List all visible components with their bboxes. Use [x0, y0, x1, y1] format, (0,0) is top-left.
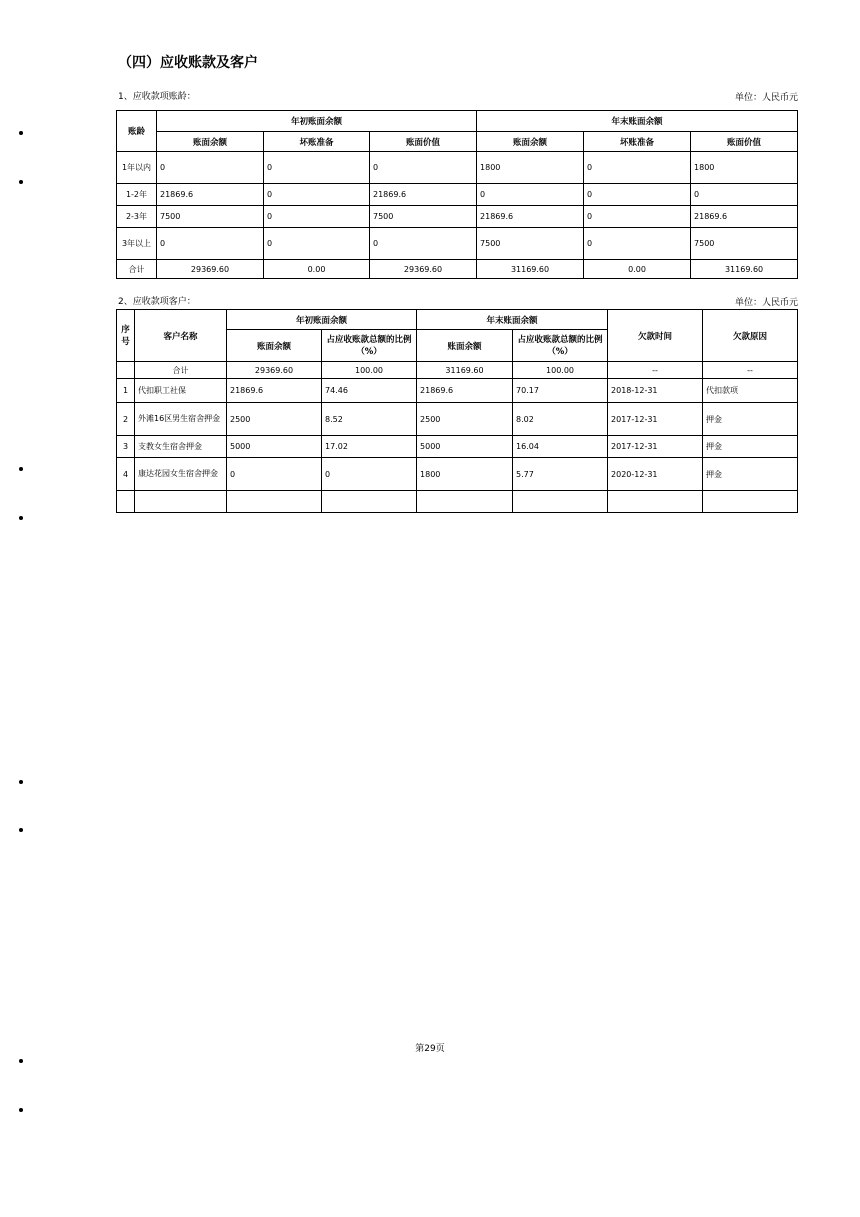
- arrears-time: 2018-12-31: [608, 379, 703, 403]
- arrears-reason: 押金: [703, 436, 798, 458]
- margin-dot: [19, 467, 23, 471]
- customer-name: 代扣职工社保: [135, 379, 227, 403]
- total-end-book-value: 31169.60: [691, 260, 798, 279]
- table-row: [117, 228, 798, 260]
- table-row: [117, 206, 798, 228]
- book-balance-header: 账面余额: [477, 132, 584, 152]
- begin-book-balance: 21869.6: [157, 184, 264, 206]
- end-ratio: 70.17: [513, 379, 608, 403]
- table-row: [117, 184, 798, 206]
- customer-name: 康达花园女生宿舍押金: [135, 458, 227, 491]
- aging-label: 3年以上: [117, 228, 157, 260]
- total-end-book-balance: 31169.60: [477, 260, 584, 279]
- end-book-balance: 2500: [417, 403, 513, 436]
- margin-dot: [19, 180, 23, 184]
- end-balance-group-header: 年末账面余额: [477, 111, 798, 132]
- end-book-balance: 1800: [477, 152, 584, 184]
- total-arrears-time: --: [608, 362, 703, 379]
- arrears-time-header: 欠款时间: [608, 310, 703, 362]
- total-begin-ratio: 100.00: [322, 362, 417, 379]
- begin-book-value: 21869.6: [370, 184, 477, 206]
- begin-book-balance: 0: [227, 458, 322, 491]
- end-book-balance: 5000: [417, 436, 513, 458]
- end-ratio: 8.02: [513, 403, 608, 436]
- margin-dot: [19, 1108, 23, 1112]
- begin-book-balance: 2500: [227, 403, 322, 436]
- total-begin-book-value: 29369.60: [370, 260, 477, 279]
- end-book-value: 0: [691, 184, 798, 206]
- total-end-bad-debt: 0.00: [584, 260, 691, 279]
- customers-subtitle: 2、应收款项客户：: [118, 297, 196, 307]
- total-begin-book-balance: 29369.60: [157, 260, 264, 279]
- begin-book-value: 7500: [370, 206, 477, 228]
- book-value-header: 账面价值: [691, 132, 798, 152]
- begin-book-value: 0: [370, 228, 477, 260]
- begin-balance-group-header: 年初账面余额: [227, 310, 417, 330]
- table-row: [117, 436, 798, 458]
- arrears-time: 2017-12-31: [608, 403, 703, 436]
- arrears-reason: 押金: [703, 403, 798, 436]
- begin-ratio: 74.46: [322, 379, 417, 403]
- arrears-reason: 代扣款项: [703, 379, 798, 403]
- total-begin-bad-debt: 0.00: [264, 260, 370, 279]
- total-arrears-reason: --: [703, 362, 798, 379]
- seq-header: 序号: [117, 310, 135, 362]
- end-book-value: 21869.6: [691, 206, 798, 228]
- begin-ratio: 8.52: [322, 403, 417, 436]
- arrears-reason-header: 欠款原因: [703, 310, 798, 362]
- begin-ratio: 17.02: [322, 436, 417, 458]
- table-row: [117, 403, 798, 436]
- end-book-balance: 21869.6: [417, 379, 513, 403]
- end-balance-group-header: 年末账面余额: [417, 310, 608, 330]
- total-row: [117, 362, 798, 379]
- begin-bad-debt: 0: [264, 152, 370, 184]
- table-row: [117, 152, 798, 184]
- arrears-reason: 押金: [703, 458, 798, 491]
- customers-table: [116, 309, 798, 513]
- total-label: 合计: [117, 260, 157, 279]
- end-bad-debt: 0: [584, 152, 691, 184]
- book-balance-header: 账面余额: [157, 132, 264, 152]
- aging-label: 2-3年: [117, 206, 157, 228]
- margin-dot: [19, 131, 23, 135]
- begin-book-balance: 5000: [227, 436, 322, 458]
- begin-book-value: 0: [370, 152, 477, 184]
- end-book-balance: 7500: [477, 228, 584, 260]
- end-book-value: 7500: [691, 228, 798, 260]
- margin-dot: [19, 780, 23, 784]
- end-bad-debt: 0: [584, 206, 691, 228]
- table-row: [117, 458, 798, 491]
- begin-bad-debt: 0: [264, 206, 370, 228]
- total-end-book-balance: 31169.60: [417, 362, 513, 379]
- total-row: [117, 260, 798, 279]
- end-bad-debt: 0: [584, 228, 691, 260]
- aging-table: [116, 110, 798, 279]
- page-number: 第29页: [415, 1044, 445, 1054]
- table-row: [117, 379, 798, 403]
- seq-cell: 4: [117, 458, 135, 491]
- seq-cell: 2: [117, 403, 135, 436]
- margin-dot: [19, 828, 23, 832]
- end-book-balance: 21869.6: [477, 206, 584, 228]
- book-value-header: 账面价值: [370, 132, 477, 152]
- total-end-ratio: 100.00: [513, 362, 608, 379]
- begin-book-balance: 0: [157, 152, 264, 184]
- begin-book-balance: 7500: [157, 206, 264, 228]
- arrears-time: 2020-12-31: [608, 458, 703, 491]
- customer-name: 外滩16区男生宿舍押金: [135, 403, 227, 436]
- begin-ratio: 0: [322, 458, 417, 491]
- total-begin-book-balance: 29369.60: [227, 362, 322, 379]
- aging-label: 1-2年: [117, 184, 157, 206]
- end-book-balance: 0: [477, 184, 584, 206]
- total-label: 合计: [135, 362, 227, 379]
- begin-bad-debt: 0: [264, 228, 370, 260]
- customer-name: 支教女生宿舍押金: [135, 436, 227, 458]
- table-row: [117, 491, 798, 513]
- begin-bad-debt: 0: [264, 184, 370, 206]
- margin-dot: [19, 1059, 23, 1063]
- customer-name-header: 客户名称: [135, 310, 227, 362]
- section-title: （四）应收账款及客户: [118, 55, 258, 71]
- end-ratio: 16.04: [513, 436, 608, 458]
- bad-debt-header: 坏账准备: [264, 132, 370, 152]
- book-balance-header: 账面余额: [417, 330, 513, 362]
- end-ratio: 5.77: [513, 458, 608, 491]
- seq-cell: 1: [117, 379, 135, 403]
- begin-balance-group-header: 年初账面余额: [157, 111, 477, 132]
- begin-book-balance: 21869.6: [227, 379, 322, 403]
- aging-header: 账龄: [117, 111, 157, 152]
- begin-book-balance: 0: [157, 228, 264, 260]
- ratio-header: 占应收账款总额的比例（%）: [513, 330, 608, 362]
- end-bad-debt: 0: [584, 184, 691, 206]
- seq-cell: 3: [117, 436, 135, 458]
- customers-unit: 单位：人民币元: [734, 298, 798, 308]
- aging-unit: 单位：人民币元: [734, 93, 798, 103]
- arrears-time: 2017-12-31: [608, 436, 703, 458]
- book-balance-header: 账面余额: [227, 330, 322, 362]
- end-book-value: 1800: [691, 152, 798, 184]
- bad-debt-header: 坏账准备: [584, 132, 691, 152]
- aging-label: 1年以内: [117, 152, 157, 184]
- aging-subtitle: 1、应收款项账龄：: [118, 92, 196, 102]
- margin-dot: [19, 516, 23, 520]
- end-book-balance: 1800: [417, 458, 513, 491]
- ratio-header: 占应收账款总额的比例（%）: [322, 330, 417, 362]
